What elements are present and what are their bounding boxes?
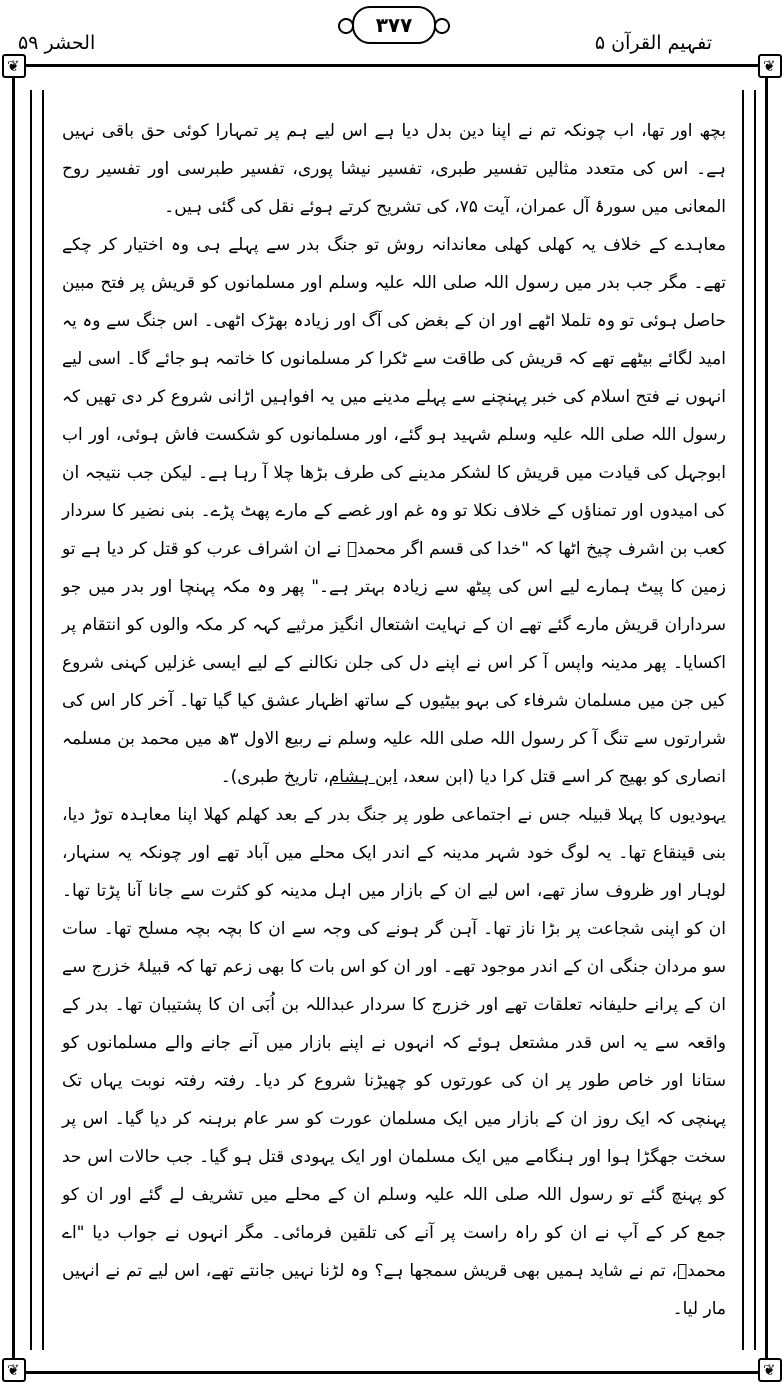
- body-text: [62, 112, 726, 1382]
- corner-ornament-icon: ❦: [758, 1358, 782, 1382]
- corner-ornament-icon: ❦: [2, 1358, 26, 1382]
- corner-ornament-icon: ❦: [2, 54, 26, 78]
- paragraph-1: بچھ اور تھا، اب چونکہ تم نے اپنا دین بدل دیا ہے اس لیے ہم پر تمہارا کوئی حق باقی نہیں ہے۔ اس کی متعدد مثالیں تفسیر طبری، تفسیر نیشا پوری، تفسیر طبرسی اور تفسیر روح المعانی میں سورۂ آل عمران، آیت ۷۵، کی تشریح کرتے ہوئے نقل کی گئی ہیں۔: [62, 121, 726, 217]
- surah-reference: الحشر ۵۹: [18, 32, 96, 54]
- reference-underline: ابن ہشام: [328, 767, 398, 787]
- book-title: تفہیم القرآن ۵: [594, 32, 712, 54]
- page-header: [0, 0, 784, 62]
- left-border-ornament: [30, 90, 44, 1350]
- paragraph-2: معاہدے کے خلاف یہ کھلی کھلی معاندانہ روش تو جنگ بدر سے پہلے ہی وہ اختیار کر چکے تھے۔ مگر جب بدر میں رسول اللہ صلی اللہ علیہ وسلم اور مسلمانوں کو قریش پر فتح مبین حاصل ہوئی تو وہ تلملا اٹھے اور ان کے بغض کی آگ اور زیادہ بھڑک اٹھی۔ اس جنگ سے وہ یہ امید لگائے بیٹھے تھے کہ قریش کی طاقت سے ٹکرا کر مسلمانوں کا خاتمہ ہو جائے گا۔ اسی لیے انہوں نے فتح اسلام کی خبر پہنچنے سے پہلے مدینے میں یہ افواہیں اڑانی شروع کر دی تھیں کہ رسول اللہ صلی اللہ علیہ وسلم شہید ہو گئے، اور مسلمانوں کو شکست فاش ہوئی، اور اب ابوجہل کی قیادت میں قریش کا لشکر مدینے کی طرف بڑھا چلا آ رہا ہے۔ لیکن جب نتیجہ ان کی امیدوں اور تمناؤں کے خلاف نکلا تو وہ غم اور غصے کے مارے پھٹ پڑے۔ بنی نضیر کا سردار کعب بن اشرف چیخ اٹھا کہ "خدا کی قسم اگر محمدؐ نے ان اشراف عرب کو قتل کر دیا ہے تو زمین کا پیٹ ہمارے لیے اس کی پیٹھ سے زیادہ بہتر ہے۔" پھر وہ مکہ پہنچا اور بدر میں جو سرداران قریش مارے گئے تھے ان کے نہایت اشتعال انگیز مرثیے کہہ کر مکہ والوں کو انتقام پر اکسایا۔ پھر مدینہ واپس آ کر اس نے اپنے دل کی جلن نکالنے کے لیے ایسی غزلیں کہنی شروع کیں جن میں مسلمان شرفاء کی بہو بیٹیوں کے ساتھ اظہار عشق کیا گیا تھا۔ آخر کار اس کی شرارتوں سے تنگ آ کر رسول اللہ صلی اللہ علیہ وسلم نے ربیع الاول ۳ھ میں محمد بن مسلمہ انصاری کو بھیج کر اسے قتل کرا دیا (ابن سعد، ابن ہشام، تاریخ طبری)۔: [62, 235, 726, 787]
- paragraph-3: یہودیوں کا پہلا قبیلہ جس نے اجتماعی طور پر جنگ بدر کے بعد کھلم کھلا اپنا معاہدہ توڑ دیا، بنی قینقاع تھا۔ یہ لوگ خود شہر مدینہ کے اندر ایک محلے میں آباد تھے اور چونکہ یہ سنہار، لوہار اور ظروف ساز تھے، اس لیے ان کے بازار میں اہل مدینہ کو کثرت سے جانا آنا پڑتا تھا۔ ان کو اپنی شجاعت پر بڑا ناز تھا۔ آہن گر ہونے کی وجہ سے ان کا بچہ بچہ مسلح تھا۔ سات سو مردان جنگی ان کے اندر موجود تھے۔ اور ان کو اس بات کا بھی زعم تھا کہ قبیلۂ خزرج سے ان کے پرانے حلیفانہ تعلقات تھے اور خزرج کا سردار عبداللہ بن اُبَی ان کا پشتیبان تھا۔ بدر کے واقعہ سے یہ اس قدر مشتعل ہوئے کہ انہوں نے اپنے بازار میں آنے جانے والے مسلمانوں کو ستانا اور خاص طور پر ان کی عورتوں کو چھیڑنا شروع کر دیا۔ رفتہ رفتہ نوبت یہاں تک پہنچی کہ ایک روز ان کے بازار میں ایک مسلمان عورت کو سر عام برہنہ کر دیا گیا۔ اس پر سخت جھگڑا ہوا اور ہنگامے میں ایک مسلمان اور ایک یہودی قتل ہو گیا۔ جب حالات اس حد کو پہنچ گئے تو رسول اللہ صلی اللہ علیہ وسلم ان کے محلے میں تشریف لے گئے اور ان کو جمع کر کے آپ نے ان کو راہ راست پر آنے کی تلقین فرمائی۔ مگر انہوں نے جواب دیا "اے محمدؐ، تم نے شاید ہمیں بھی قریش سمجھا ہے؟ وہ لڑنا نہیں جانتے تھے، اس لیے تم نے انہیں مار لیا۔: [62, 805, 726, 1319]
- corner-ornament-icon: ❦: [758, 54, 782, 78]
- right-border-ornament: [742, 90, 756, 1350]
- page-number: ۳۷۷: [352, 6, 436, 44]
